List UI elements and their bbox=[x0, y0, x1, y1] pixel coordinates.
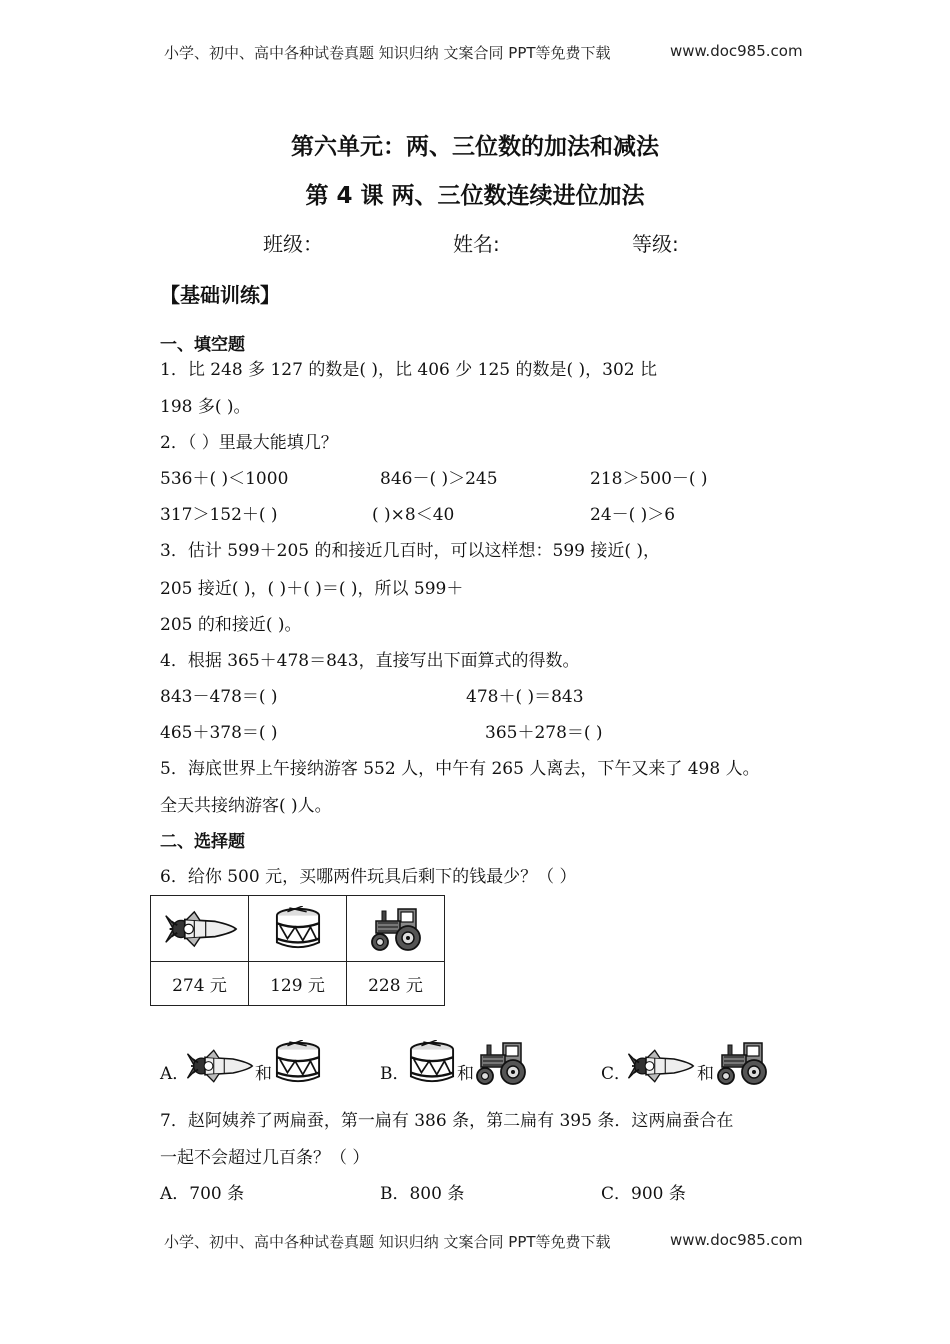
price-drum: 129 元 bbox=[249, 962, 347, 1006]
footer-text: 小学、初中、高中各种试卷真题 知识归纳 文案合同 PPT等免费下载 bbox=[164, 1233, 611, 1251]
tractor-icon bbox=[473, 1041, 529, 1085]
q4-line1: 4．根据 365＋478＝843，直接写出下面算式的得数。 bbox=[160, 651, 580, 671]
q6-option-c-label[interactable]: C． bbox=[601, 1064, 632, 1084]
header-site-link[interactable]: www.doc985.com bbox=[670, 42, 803, 60]
q7-line1: 7．赵阿姨养了两扁蚕，第一扁有 386 条，第二扁有 395 条．这两扁蚕合在 bbox=[160, 1111, 734, 1131]
class-label: 班级： bbox=[263, 232, 323, 256]
header-text: 小学、初中、高中各种试卷真题 知识归纳 文案合同 PPT等免费下载 bbox=[164, 44, 611, 62]
lesson-title: 第 4 课 两、三位数连续进位加法 bbox=[305, 183, 645, 209]
price-tractor: 228 元 bbox=[347, 962, 445, 1006]
drum-icon bbox=[273, 906, 323, 952]
drum-icon bbox=[408, 1040, 456, 1086]
q7-option-c[interactable]: C．900 条 bbox=[601, 1184, 686, 1204]
q6-option-a-and: 和 bbox=[255, 1064, 272, 1084]
q2-item-a: 536＋( )＜1000 bbox=[160, 469, 289, 489]
q1-line2: 198 多( )。 bbox=[160, 397, 251, 417]
drum-icon bbox=[274, 1040, 322, 1086]
q5-line2: 全天共接纳游客( )人。 bbox=[160, 796, 332, 816]
name-label: 姓名: bbox=[453, 232, 500, 256]
unit-title: 第六单元：两、三位数的加法和减法 bbox=[291, 134, 659, 160]
q2-item-e: ( )×8＜40 bbox=[372, 505, 455, 525]
rocket-icon bbox=[162, 908, 238, 950]
q3-line2: 205 接近( )，( )＋( )＝( )，所以 599＋ bbox=[160, 579, 464, 599]
section-basic-training: 【基础训练】 bbox=[160, 283, 280, 307]
q6-option-a-label[interactable]: A． bbox=[160, 1064, 190, 1084]
q6-line1: 6．给你 500 元，买哪两件玩具后剩下的钱最少？（ ） bbox=[160, 867, 577, 887]
toy-cell-tractor bbox=[347, 896, 445, 962]
q3-line3: 205 的和接近( )。 bbox=[160, 615, 302, 635]
toy-price-table bbox=[150, 895, 445, 1006]
q7-option-a[interactable]: A．700 条 bbox=[160, 1184, 245, 1204]
toy-cell-rocket bbox=[151, 896, 249, 962]
q4-item-d: 365＋278＝( ) bbox=[485, 723, 603, 743]
q2-line1: 2．（ ）里最大能填几？ bbox=[160, 433, 338, 453]
q6-option-b-label[interactable]: B． bbox=[380, 1064, 410, 1084]
q6-option-b-and: 和 bbox=[457, 1064, 474, 1084]
q2-item-f: 24－( )＞6 bbox=[590, 505, 676, 525]
q6-option-c-and: 和 bbox=[697, 1064, 714, 1084]
q4-item-b: 478＋( )＝843 bbox=[466, 687, 584, 707]
q5-line1: 5．海底世界上午接纳游客 552 人，中午有 265 人离去，下午又来了 498 人。 bbox=[160, 759, 760, 779]
grade-label: 等级: bbox=[632, 232, 679, 256]
section-choice: 二、选择题 bbox=[160, 832, 245, 852]
q7-option-b[interactable]: B．800 条 bbox=[380, 1184, 465, 1204]
tractor-icon bbox=[714, 1041, 770, 1085]
toy-cell-drum bbox=[249, 896, 347, 962]
q2-item-b: 846－( )＞245 bbox=[380, 469, 498, 489]
q4-item-c: 465＋378＝( ) bbox=[160, 723, 278, 743]
rocket-icon bbox=[184, 1046, 254, 1086]
q3-line1: 3．估计 599＋205 的和接近几百时，可以这样想：599 接近( )， bbox=[160, 541, 661, 561]
price-rocket: 274 元 bbox=[151, 962, 249, 1006]
q2-item-d: 317＞152＋( ) bbox=[160, 505, 278, 525]
q7-line2: 一起不会超过几百条？（ ） bbox=[160, 1148, 370, 1168]
rocket-icon bbox=[625, 1046, 695, 1086]
tractor-icon bbox=[368, 907, 424, 951]
q2-item-c: 218＞500－( ) bbox=[590, 469, 708, 489]
section-fill-in: 一、填空题 bbox=[160, 335, 245, 355]
q1-line1: 1．比 248 多 127 的数是( )，比 406 少 125 的数是( )，302 比 bbox=[160, 360, 658, 380]
q4-item-a: 843－478＝( ) bbox=[160, 687, 278, 707]
footer-site-link[interactable]: www.doc985.com bbox=[670, 1231, 803, 1249]
